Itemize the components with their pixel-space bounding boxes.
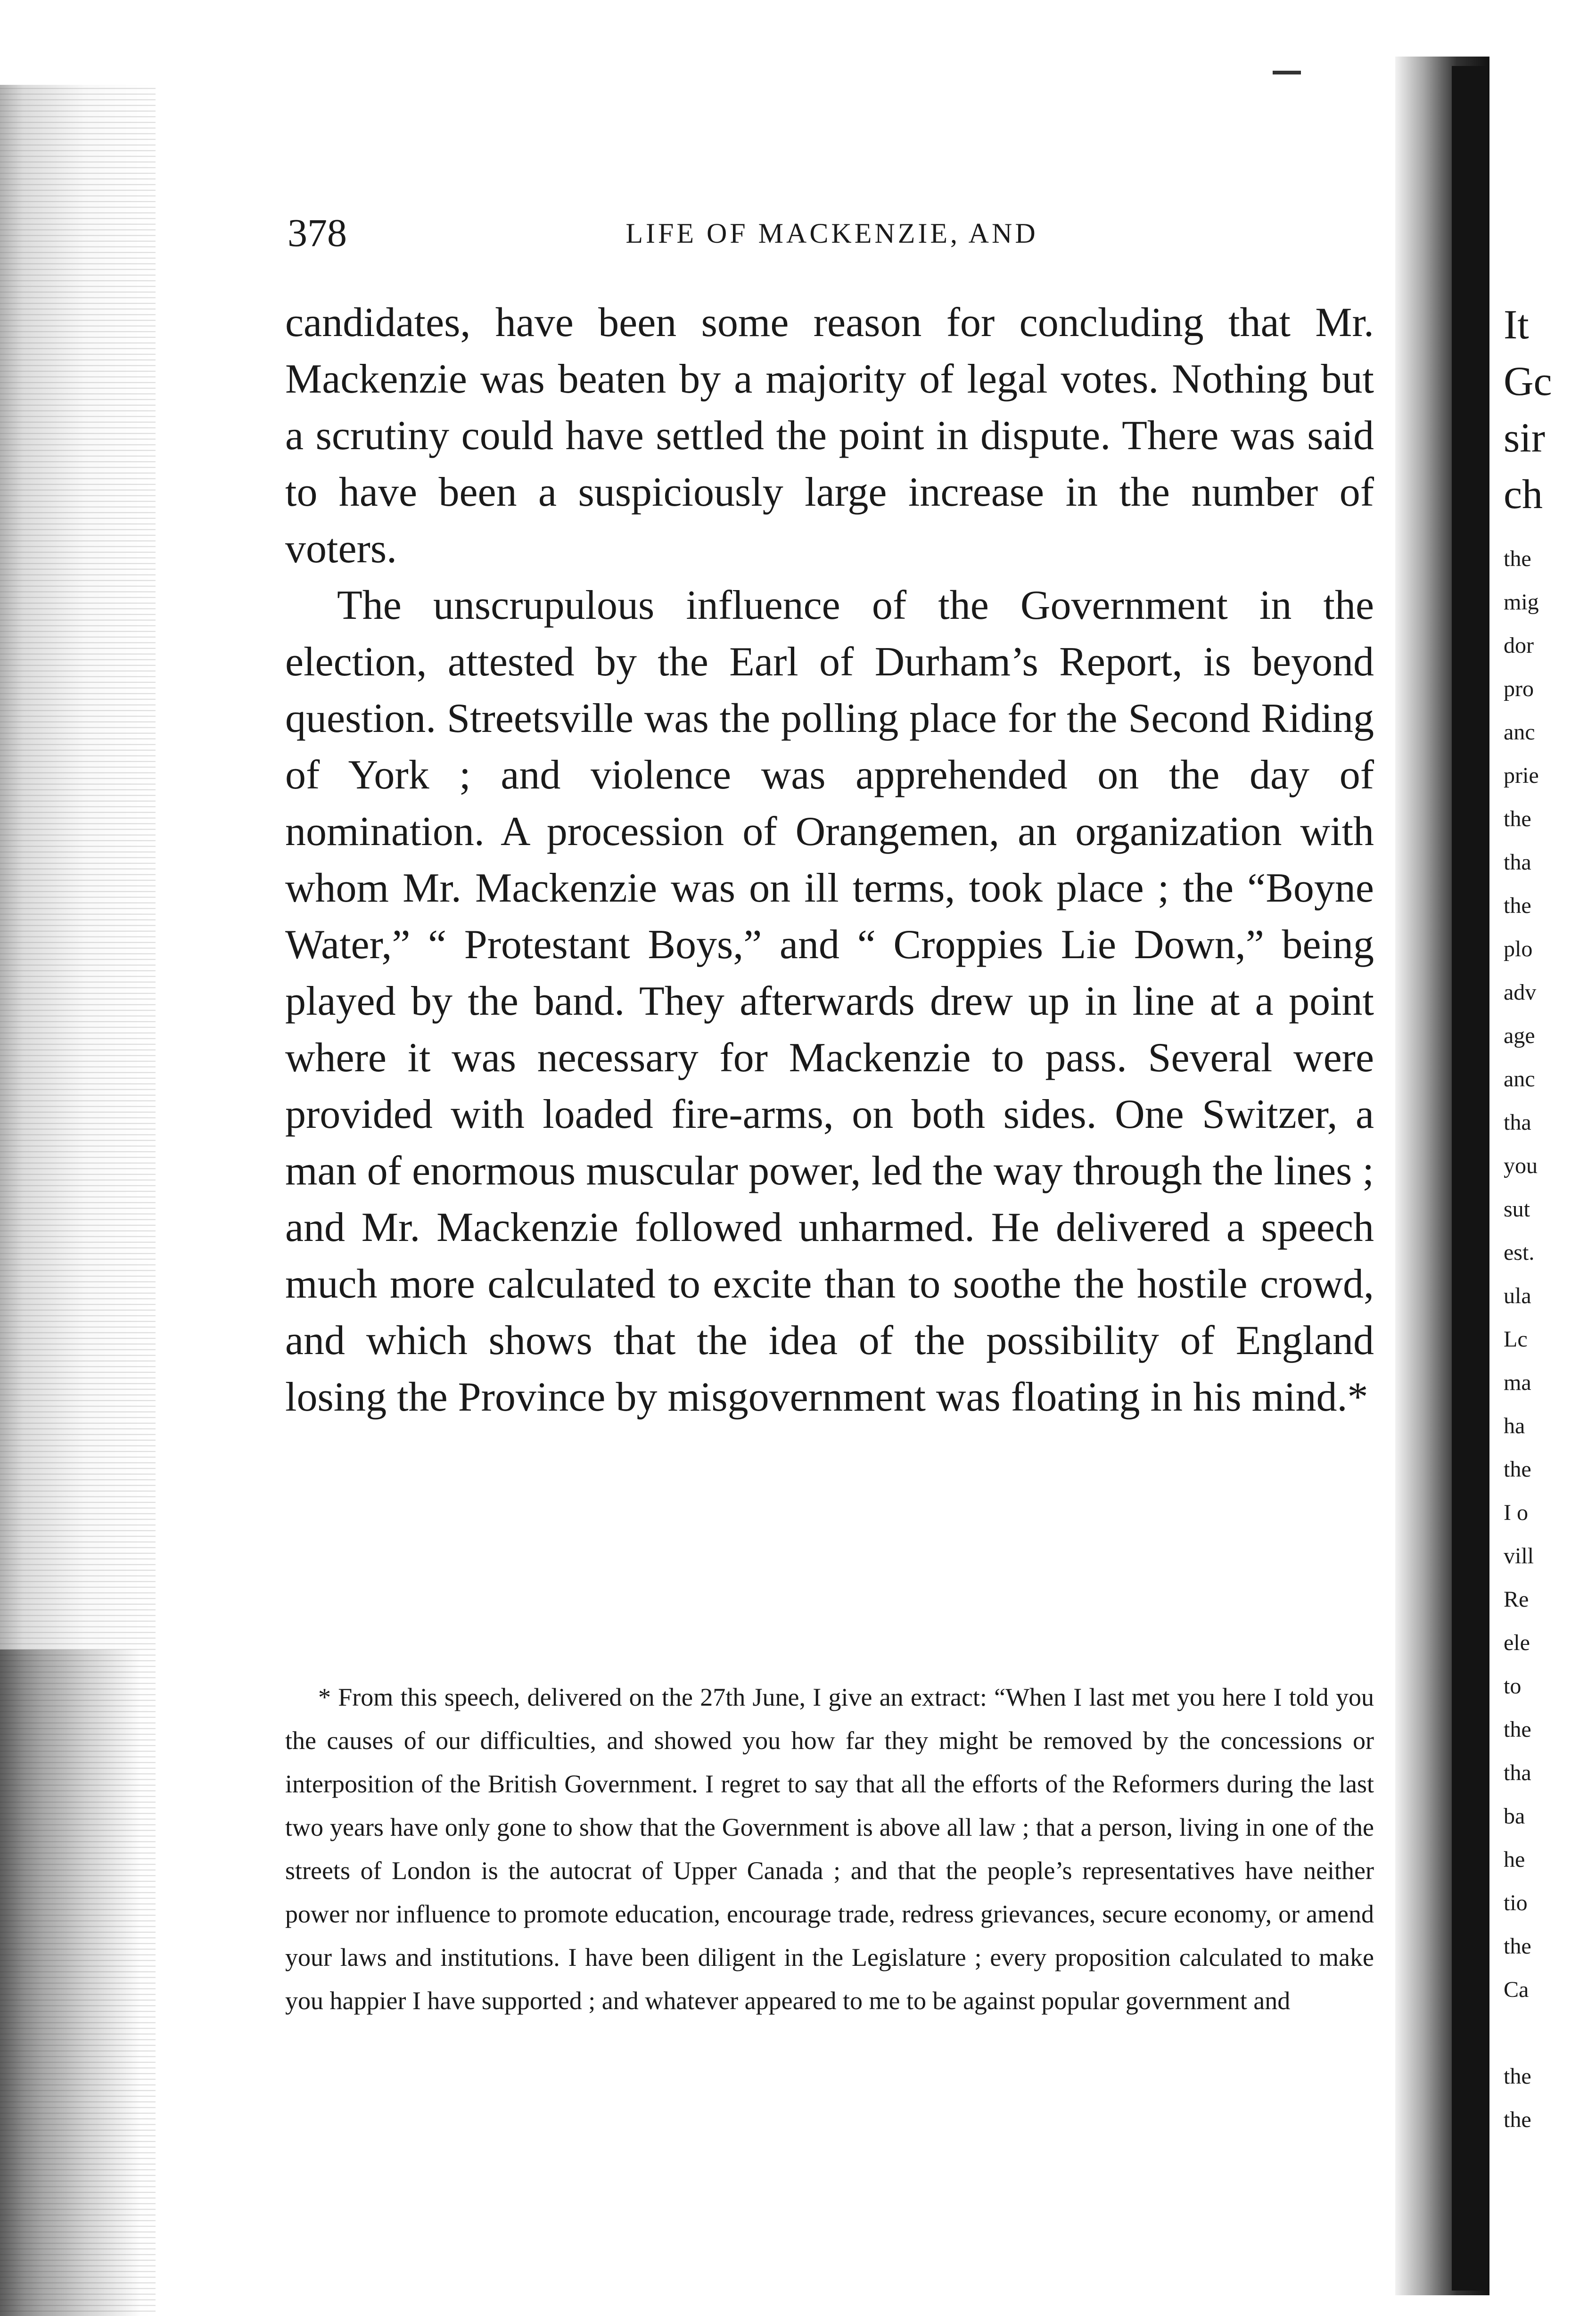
facing-line: Re <box>1504 1587 1529 1612</box>
facing-line: plo <box>1504 936 1533 961</box>
facing-line: the <box>1504 1457 1531 1482</box>
facing-line: age <box>1504 1023 1535 1048</box>
facing-line: ha <box>1504 1413 1525 1438</box>
scan-gutter-shadow-bottom <box>0 1650 141 2316</box>
facing-line: ch <box>1504 472 1543 517</box>
paragraph-1: candidates, have been some reason for concluding that Mr. Mackenzie was beaten by a majority of legal votes. Nothing but a scrutiny could have settled the point in dispute. There was said to have been a suspiciously large increase in the number of voters. <box>285 300 1374 572</box>
page-header <box>288 207 1376 259</box>
facing-small-lines <box>1504 537 1593 2142</box>
facing-line: he <box>1504 1847 1525 1872</box>
facing-line: tha <box>1504 1110 1531 1135</box>
facing-line: anc <box>1504 1067 1535 1092</box>
facing-line: It <box>1504 302 1529 348</box>
facing-line: ele <box>1504 1630 1530 1655</box>
facing-line: tha <box>1504 850 1531 875</box>
footnote-text: * From this speech, delivered on the 27th June, I give an extract: “When I last met you here I told you the causes of our difficulties, and showed you how far they might be removed by the concessions or interposition of the British Government. I regret to say that all the efforts of the Reformers during the last two years have only gone to show that the Government is above all law ; that a person, living in one of the streets of London is the autocrat of Upper Canada ; and that the people’s representatives have neither power nor influence to promote education, encourage trade, redress grievances, secure economy, or amend your laws and institutions. I have been diligent in the Legislature ; every proposition calculated to make you happier I have supported ; and whatever appeared to me to be against popular government and <box>285 1683 1374 2015</box>
facing-line: Lc <box>1504 1327 1528 1352</box>
body-text <box>285 295 1374 1426</box>
running-head: LIFE OF MACKENZIE, AND <box>625 218 1038 249</box>
facing-line: sir <box>1504 415 1545 461</box>
facing-line: prie <box>1504 763 1539 788</box>
facing-line <box>1504 2012 1593 2055</box>
facing-line: you <box>1504 1153 1538 1178</box>
facing-line: tha <box>1504 1760 1531 1785</box>
scan-mark <box>1273 71 1301 74</box>
facing-line: the <box>1504 1717 1531 1742</box>
facing-line: the <box>1504 546 1531 571</box>
facing-line: the <box>1504 806 1531 831</box>
facing-line: the <box>1504 893 1531 918</box>
facing-line: pro <box>1504 676 1534 701</box>
paragraph-2: The unscrupulous influence of the Government in the election, attested by the Earl of Durham’s Report, is beyond question. Streetsville was the polling place for the Second Riding of York ; and violence was apprehended on the day of nomination. A procession of Orangemen, an organization with whom Mr. Mackenzie was on ill terms, took place ; the “Boyne Water,” “ Protestant Boys,” and “ Croppies Lie Down,” being played by the band. They afterwards drew up in line at a point where it was necessary for Mackenzie to pass. Several were provided with loaded fire-arms, on both sides. One Switzer, a man of enormous muscular power, led the way through the lines ; and Mr. Mackenzie followed unharmed. He delivered a speech much more calculated to excite than to soothe the hostile crowd, and which shows that the idea of the possibility of England losing the Province by misgovernment was floating in his mind.* <box>285 583 1374 1420</box>
facing-line: Ca <box>1504 1977 1529 2002</box>
facing-line: dor <box>1504 633 1534 658</box>
facing-line: est. <box>1504 1240 1535 1265</box>
facing-line: tio <box>1504 1890 1528 1915</box>
page-number: 378 <box>288 211 347 255</box>
facing-line: to <box>1504 1674 1522 1699</box>
book-binding-edge <box>1452 66 1487 2291</box>
facing-line: adv <box>1504 980 1537 1005</box>
facing-line: ma <box>1504 1370 1531 1395</box>
facing-line: the <box>1504 1934 1531 1959</box>
facing-page-fragment <box>1504 297 1593 2276</box>
facing-line: anc <box>1504 720 1535 745</box>
facing-line: the <box>1504 2064 1531 2089</box>
facing-line: ba <box>1504 1804 1525 1829</box>
facing-line: I o <box>1504 1500 1528 1525</box>
facing-line: ula <box>1504 1283 1531 1308</box>
facing-line: mig <box>1504 590 1539 615</box>
facing-line: the <box>1504 2107 1531 2132</box>
facing-line: vill <box>1504 1544 1534 1569</box>
facing-line: sut <box>1504 1197 1530 1222</box>
footnote <box>285 1675 1374 2022</box>
facing-line: Gc <box>1504 359 1552 404</box>
